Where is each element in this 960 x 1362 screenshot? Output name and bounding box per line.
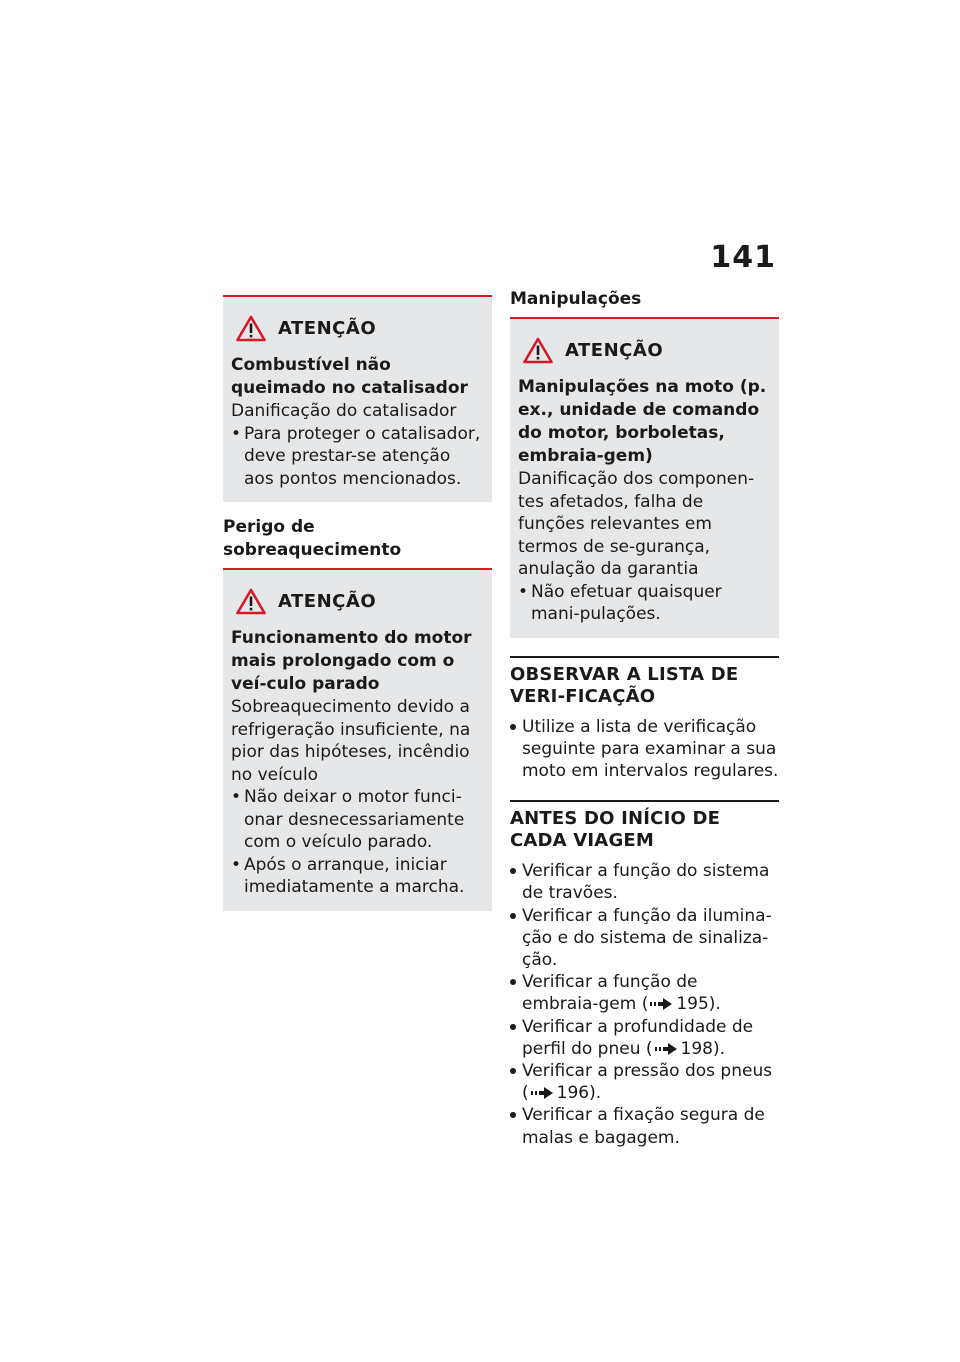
list-item: Verificar a função da ilumina-ção e do sistema de sinaliza-ção. <box>510 905 779 972</box>
item-text: Verificar a pressão dos pneus ( <box>522 1060 773 1104</box>
warning-triangle-icon <box>236 315 266 342</box>
warning-text: Danificação do catalisador <box>231 401 457 421</box>
warning-list <box>518 581 771 626</box>
warning-label: ATENÇÃO <box>278 318 377 339</box>
left-column <box>223 295 492 911</box>
warning-text: Danificação dos componen-tes afetados, falha de funções relevantes em termos de se-gurança, anulação da garantia <box>518 469 755 579</box>
warning-box-overheating <box>223 570 492 911</box>
item-text: ). <box>589 1083 602 1104</box>
warning-header <box>231 588 484 615</box>
list-item: • Não deixar o motor funci-onar desnecessariamente com o veículo parado. <box>231 786 484 854</box>
section-heading-before-trip: ANTES DO INÍCIO DE CADA VIAGEM <box>510 800 779 852</box>
warning-text: Sobreaquecimento devido a refrigeração insuficiente, na pior das hipóteses, incêndio no veículo <box>231 697 471 785</box>
list-item: • Não efetuar quaisquer mani-pulações. <box>518 581 771 626</box>
warning-title: Manipulações na moto (p. ex., unidade de comando do motor, borboletas, embraia-gem) <box>518 377 767 466</box>
page-reference[interactable]: 198 <box>680 1038 713 1059</box>
subheading-overheating: Perigo de sobreaquecimento <box>223 516 492 570</box>
list-item <box>510 1016 779 1060</box>
item-text: ). <box>712 1038 726 1059</box>
subheading-manipulations: Manipulações <box>510 288 779 319</box>
list-item <box>510 1060 779 1104</box>
list-item: Verificar a função do sistema de travões. <box>510 860 779 904</box>
warning-title: Funcionamento do motor mais prolongado com o veí-culo parado <box>231 628 472 694</box>
warning-box-manipulations <box>510 319 779 638</box>
warning-list <box>231 423 484 491</box>
item-text: Verificar a profundidade de perfil do pneu ( <box>522 1016 754 1059</box>
warning-triangle-icon <box>523 337 553 364</box>
page-reference-arrow-icon <box>531 1087 555 1099</box>
page-reference[interactable]: 195 <box>676 994 709 1015</box>
list-item: • Após o arranque, iniciar imediatamente a marcha. <box>231 854 484 899</box>
page-reference-arrow-icon <box>650 998 674 1010</box>
item-text: Verificar a função de embraia-gem ( <box>522 972 698 1015</box>
section-heading-checklist: OBSERVAR A LISTA DE VERI-FICAÇÃO <box>510 656 779 708</box>
warning-label: ATENÇÃO <box>565 340 664 361</box>
checklist-intro-list <box>510 716 779 783</box>
warning-box-catalyst <box>223 295 492 502</box>
page-reference-arrow-icon <box>655 1043 679 1055</box>
item-text: ). <box>708 994 721 1015</box>
warning-header <box>231 315 484 342</box>
warning-title: Combustível não queimado no catalisador <box>231 355 468 398</box>
list-item: Verificar a fixação segura de malas e bagagem. <box>510 1104 779 1148</box>
warning-header <box>518 337 771 364</box>
list-item: Utilize a lista de verificação seguinte para examinar a sua moto em intervalos regulares. <box>510 716 779 783</box>
right-column <box>510 288 779 1149</box>
warning-list <box>231 786 484 899</box>
warning-triangle-icon <box>236 588 266 615</box>
warning-label: ATENÇÃO <box>278 591 377 612</box>
before-trip-list <box>510 860 779 1149</box>
list-item: • Para proteger o catalisador, deve prestar-se atenção aos pontos mencionados. <box>231 423 484 491</box>
list-item <box>510 971 779 1015</box>
page-number: 141 <box>710 240 776 275</box>
page-reference[interactable]: 196 <box>556 1083 590 1104</box>
